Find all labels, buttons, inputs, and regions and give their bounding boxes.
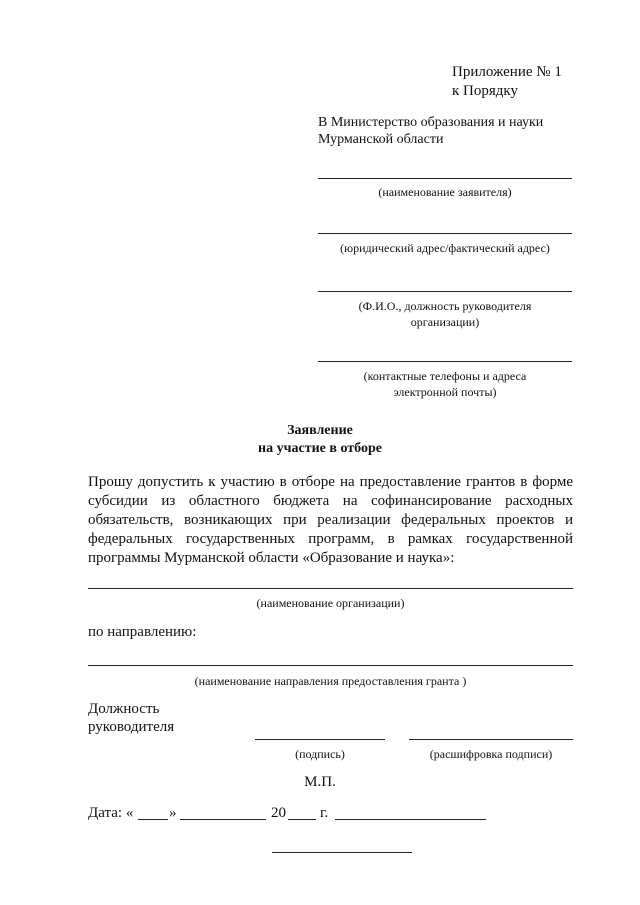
document-title-line-1: Заявление (287, 423, 353, 438)
direction-line (88, 665, 573, 666)
head-caption-2: организации) (410, 315, 480, 329)
head-caption-1: (Ф.И.О., должность руководителя (358, 299, 532, 313)
head-line (318, 291, 572, 292)
bottom-separator-line (272, 852, 412, 853)
date-year-suffix: г. (320, 805, 329, 821)
contacts-caption-2: электронной почты) (393, 385, 497, 399)
signature-decoding-caption: (расшифровка подписи) (429, 747, 553, 761)
signature-decoding-line (409, 739, 573, 740)
address-caption: (юридический адрес/фактический адрес) (340, 241, 550, 255)
address-line (318, 233, 572, 234)
document-title-line-2: на участие в отборе (258, 441, 382, 456)
request-paragraph: Прошу допустить к участию в отборе на предоставление грантов в форме субсидии из областного бюджета на софинансирование расходных обязательств, возникающих при реализации федеральных проектов и федеральных государственных программ, в рамках государственной программы Мурманской области «Образование и наука»: (88, 474, 573, 566)
applicant-name-caption: (наименование заявителя) (378, 185, 512, 199)
date-day-line (138, 819, 168, 820)
contacts-line (318, 361, 572, 362)
applicant-name-line (318, 178, 572, 179)
signature-caption: (подпись) (295, 747, 345, 761)
position-label-2: руководителя (88, 719, 175, 735)
direction-label: по направлению: (88, 624, 197, 640)
organization-line (88, 588, 573, 589)
date-year-prefix: 20 (271, 805, 286, 821)
stamp-mark: М.П. (304, 774, 336, 790)
date-close-quote: » (169, 805, 177, 821)
addressee-line-1: В Министерство образования и науки (318, 115, 544, 130)
date-label: Дата: « (88, 805, 134, 821)
date-month-line (180, 819, 266, 820)
appendix-line-1: Приложение № 1 (452, 64, 562, 80)
date-extra-line (335, 819, 486, 820)
direction-caption: (наименование направления предоставления гранта ) (194, 674, 467, 688)
signature-line (255, 739, 385, 740)
addressee-line-2: Мурманской области (318, 132, 444, 147)
contacts-caption-1: (контактные телефоны и адреса (363, 369, 527, 383)
date-year-line (288, 819, 316, 820)
position-label-1: Должность (88, 701, 160, 717)
organization-caption: (наименование организации) (256, 596, 405, 610)
appendix-line-2: к Порядку (452, 83, 518, 99)
